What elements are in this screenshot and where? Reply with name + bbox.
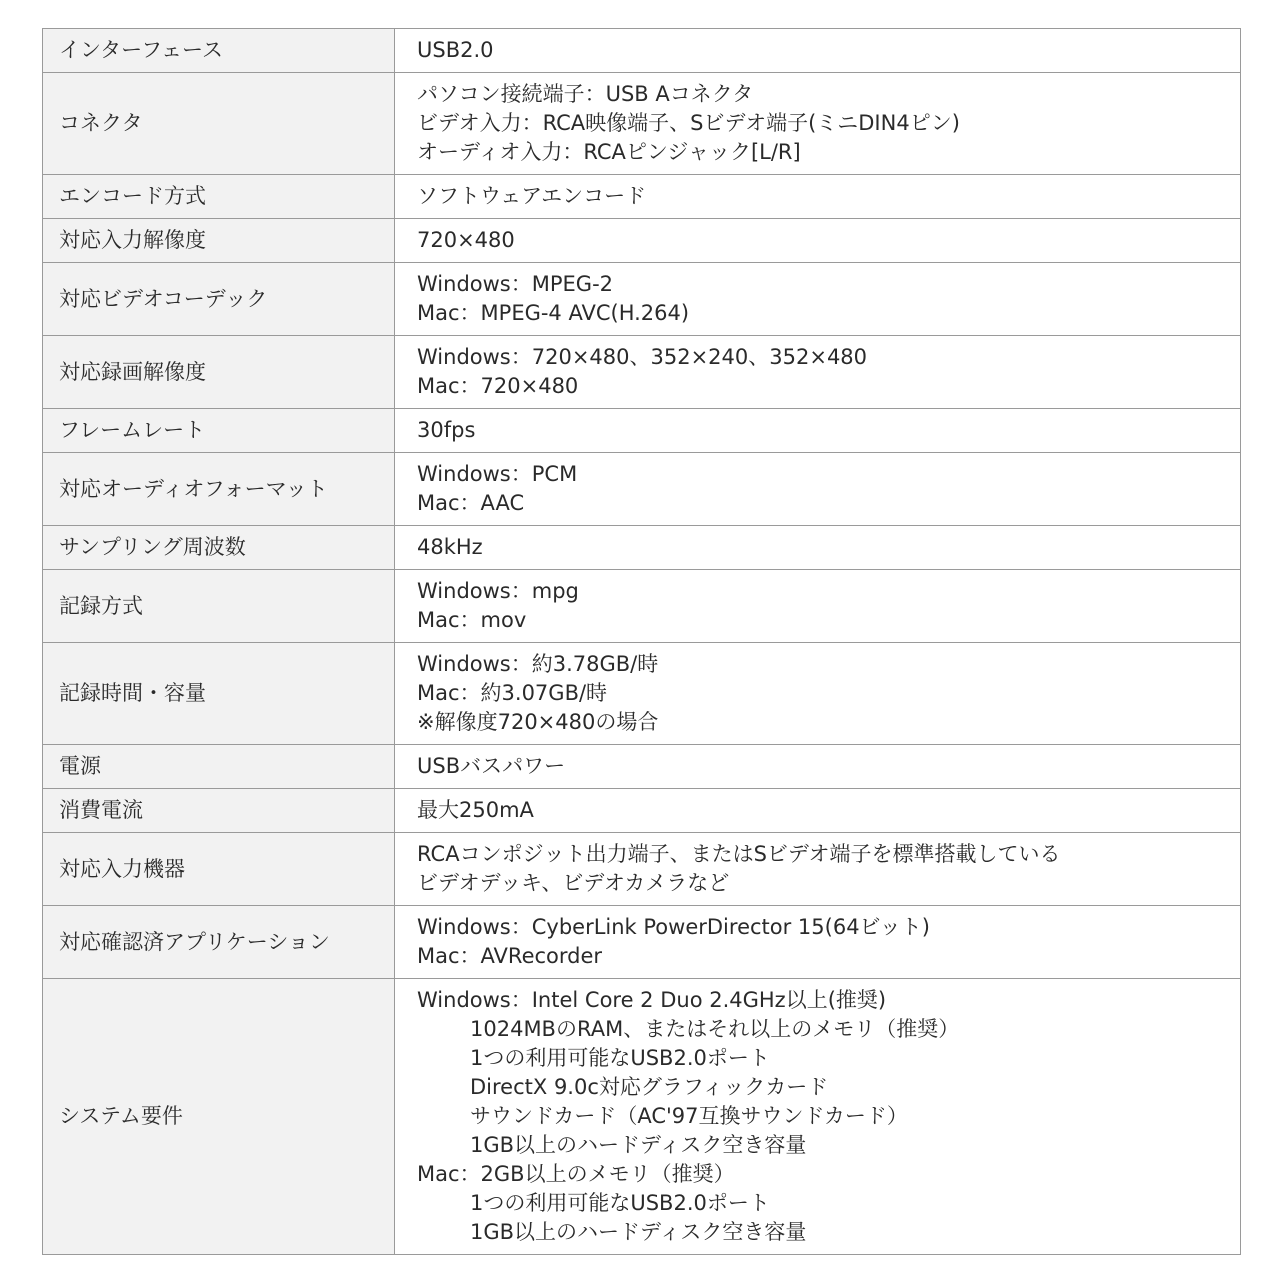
spec-row xyxy=(43,745,1241,789)
spec-value-line: Windows：Intel Core 2 Duo 2.4GHz以上(推奨) xyxy=(417,988,887,1012)
spec-value xyxy=(395,175,1241,219)
spec-label: 対応録画解像度 xyxy=(43,336,395,409)
spec-value-line: ビデオデッキ、ビデオカメラなど xyxy=(417,871,730,895)
spec-value-line: 最大250mA xyxy=(417,798,534,822)
spec-value-line: サウンドカード（AC'97互換サウンドカード） xyxy=(470,1104,908,1128)
spec-label: システム要件 xyxy=(43,979,395,1255)
spec-row xyxy=(43,453,1241,526)
spec-label: 記録方式 xyxy=(43,570,395,643)
spec-row xyxy=(43,336,1241,409)
spec-value-line: 1024MBのRAM、またはそれ以上のメモリ（推奨） xyxy=(470,1017,960,1041)
spec-value-line: オーディオ入力：RCAピンジャック[L/R] xyxy=(417,140,801,164)
spec-label: 消費電流 xyxy=(43,789,395,833)
spec-value-line: Mac：2GB以上のメモリ（推奨） xyxy=(417,1162,735,1186)
spec-value xyxy=(395,29,1241,73)
spec-value-line: Mac：AAC xyxy=(417,491,525,515)
spec-value-line: Windows：MPEG-2 xyxy=(417,272,614,296)
spec-value-line: Windows：mpg xyxy=(417,579,579,603)
spec-value-line: Mac：AVRecorder xyxy=(417,944,603,968)
spec-value-line: 1GB以上のハードディスク空き容量 xyxy=(470,1220,807,1244)
spec-value-line: Mac：720×480 xyxy=(417,374,579,398)
spec-label: エンコード方式 xyxy=(43,175,395,219)
spec-value xyxy=(395,526,1241,570)
spec-label: 電源 xyxy=(43,745,395,789)
spec-value-line: Windows：CyberLink PowerDirector 15(64ビット) xyxy=(417,915,930,939)
spec-value-line: ソフトウェアエンコード xyxy=(417,184,647,208)
spec-row xyxy=(43,263,1241,336)
spec-value xyxy=(395,219,1241,263)
spec-value-line: Windows：720×480、352×240、352×480 xyxy=(417,345,868,369)
spec-value-line: Mac：約3.07GB/時 xyxy=(417,681,608,705)
spec-table xyxy=(42,28,1241,1255)
spec-row xyxy=(43,219,1241,263)
spec-label: 対応確認済アプリケーション xyxy=(43,906,395,979)
spec-value xyxy=(395,789,1241,833)
spec-value-line: パソコン接続端子：USB Aコネクタ xyxy=(417,82,754,106)
spec-value-line: Mac：MPEG-4 AVC(H.264) xyxy=(417,301,690,325)
spec-row xyxy=(43,73,1241,175)
spec-value-line: ※解像度720×480の場合 xyxy=(417,710,659,734)
spec-label: 対応オーディオフォーマット xyxy=(43,453,395,526)
spec-value xyxy=(395,979,1241,1255)
spec-value-line: 1つの利用可能なUSB2.0ポート xyxy=(470,1191,770,1215)
spec-value-line: RCAコンポジット出力端子、またはSビデオ端子を標準搭載している xyxy=(417,842,1061,866)
spec-row xyxy=(43,833,1241,906)
spec-value xyxy=(395,73,1241,175)
spec-row xyxy=(43,526,1241,570)
spec-label: サンプリング周波数 xyxy=(43,526,395,570)
spec-value-line: Mac：mov xyxy=(417,608,527,632)
spec-value xyxy=(395,745,1241,789)
spec-value-line: 48kHz xyxy=(417,535,483,559)
spec-value xyxy=(395,833,1241,906)
spec-label: インターフェース xyxy=(43,29,395,73)
spec-value xyxy=(395,263,1241,336)
spec-label: 対応入力解像度 xyxy=(43,219,395,263)
spec-value xyxy=(395,409,1241,453)
spec-value-line: 1つの利用可能なUSB2.0ポート xyxy=(470,1046,770,1070)
spec-label: 対応ビデオコーデック xyxy=(43,263,395,336)
spec-value xyxy=(395,643,1241,745)
spec-label: 対応入力機器 xyxy=(43,833,395,906)
spec-value xyxy=(395,906,1241,979)
spec-table-body xyxy=(43,29,1241,1255)
spec-value-line: Windows：約3.78GB/時 xyxy=(417,652,659,676)
spec-row xyxy=(43,906,1241,979)
spec-value-line: Windows：PCM xyxy=(417,462,578,486)
spec-value-line: 720×480 xyxy=(417,228,515,252)
spec-value xyxy=(395,570,1241,643)
spec-label: フレームレート xyxy=(43,409,395,453)
spec-value xyxy=(395,336,1241,409)
spec-row xyxy=(43,175,1241,219)
spec-value xyxy=(395,453,1241,526)
spec-row xyxy=(43,29,1241,73)
spec-row xyxy=(43,409,1241,453)
spec-value-line: DirectX 9.0c対応グラフィックカード xyxy=(470,1075,829,1099)
spec-row xyxy=(43,570,1241,643)
spec-value-line: 30fps xyxy=(417,418,476,442)
spec-label: 記録時間・容量 xyxy=(43,643,395,745)
spec-value-line: USBバスパワー xyxy=(417,754,566,778)
spec-row xyxy=(43,643,1241,745)
spec-value-line: USB2.0 xyxy=(417,38,494,62)
spec-label: コネクタ xyxy=(43,73,395,175)
spec-value-line: 1GB以上のハードディスク空き容量 xyxy=(470,1133,807,1157)
spec-value-line: ビデオ入力：RCA映像端子、Sビデオ端子(ミニDIN4ピン) xyxy=(417,111,960,135)
spec-row xyxy=(43,979,1241,1255)
spec-row xyxy=(43,789,1241,833)
